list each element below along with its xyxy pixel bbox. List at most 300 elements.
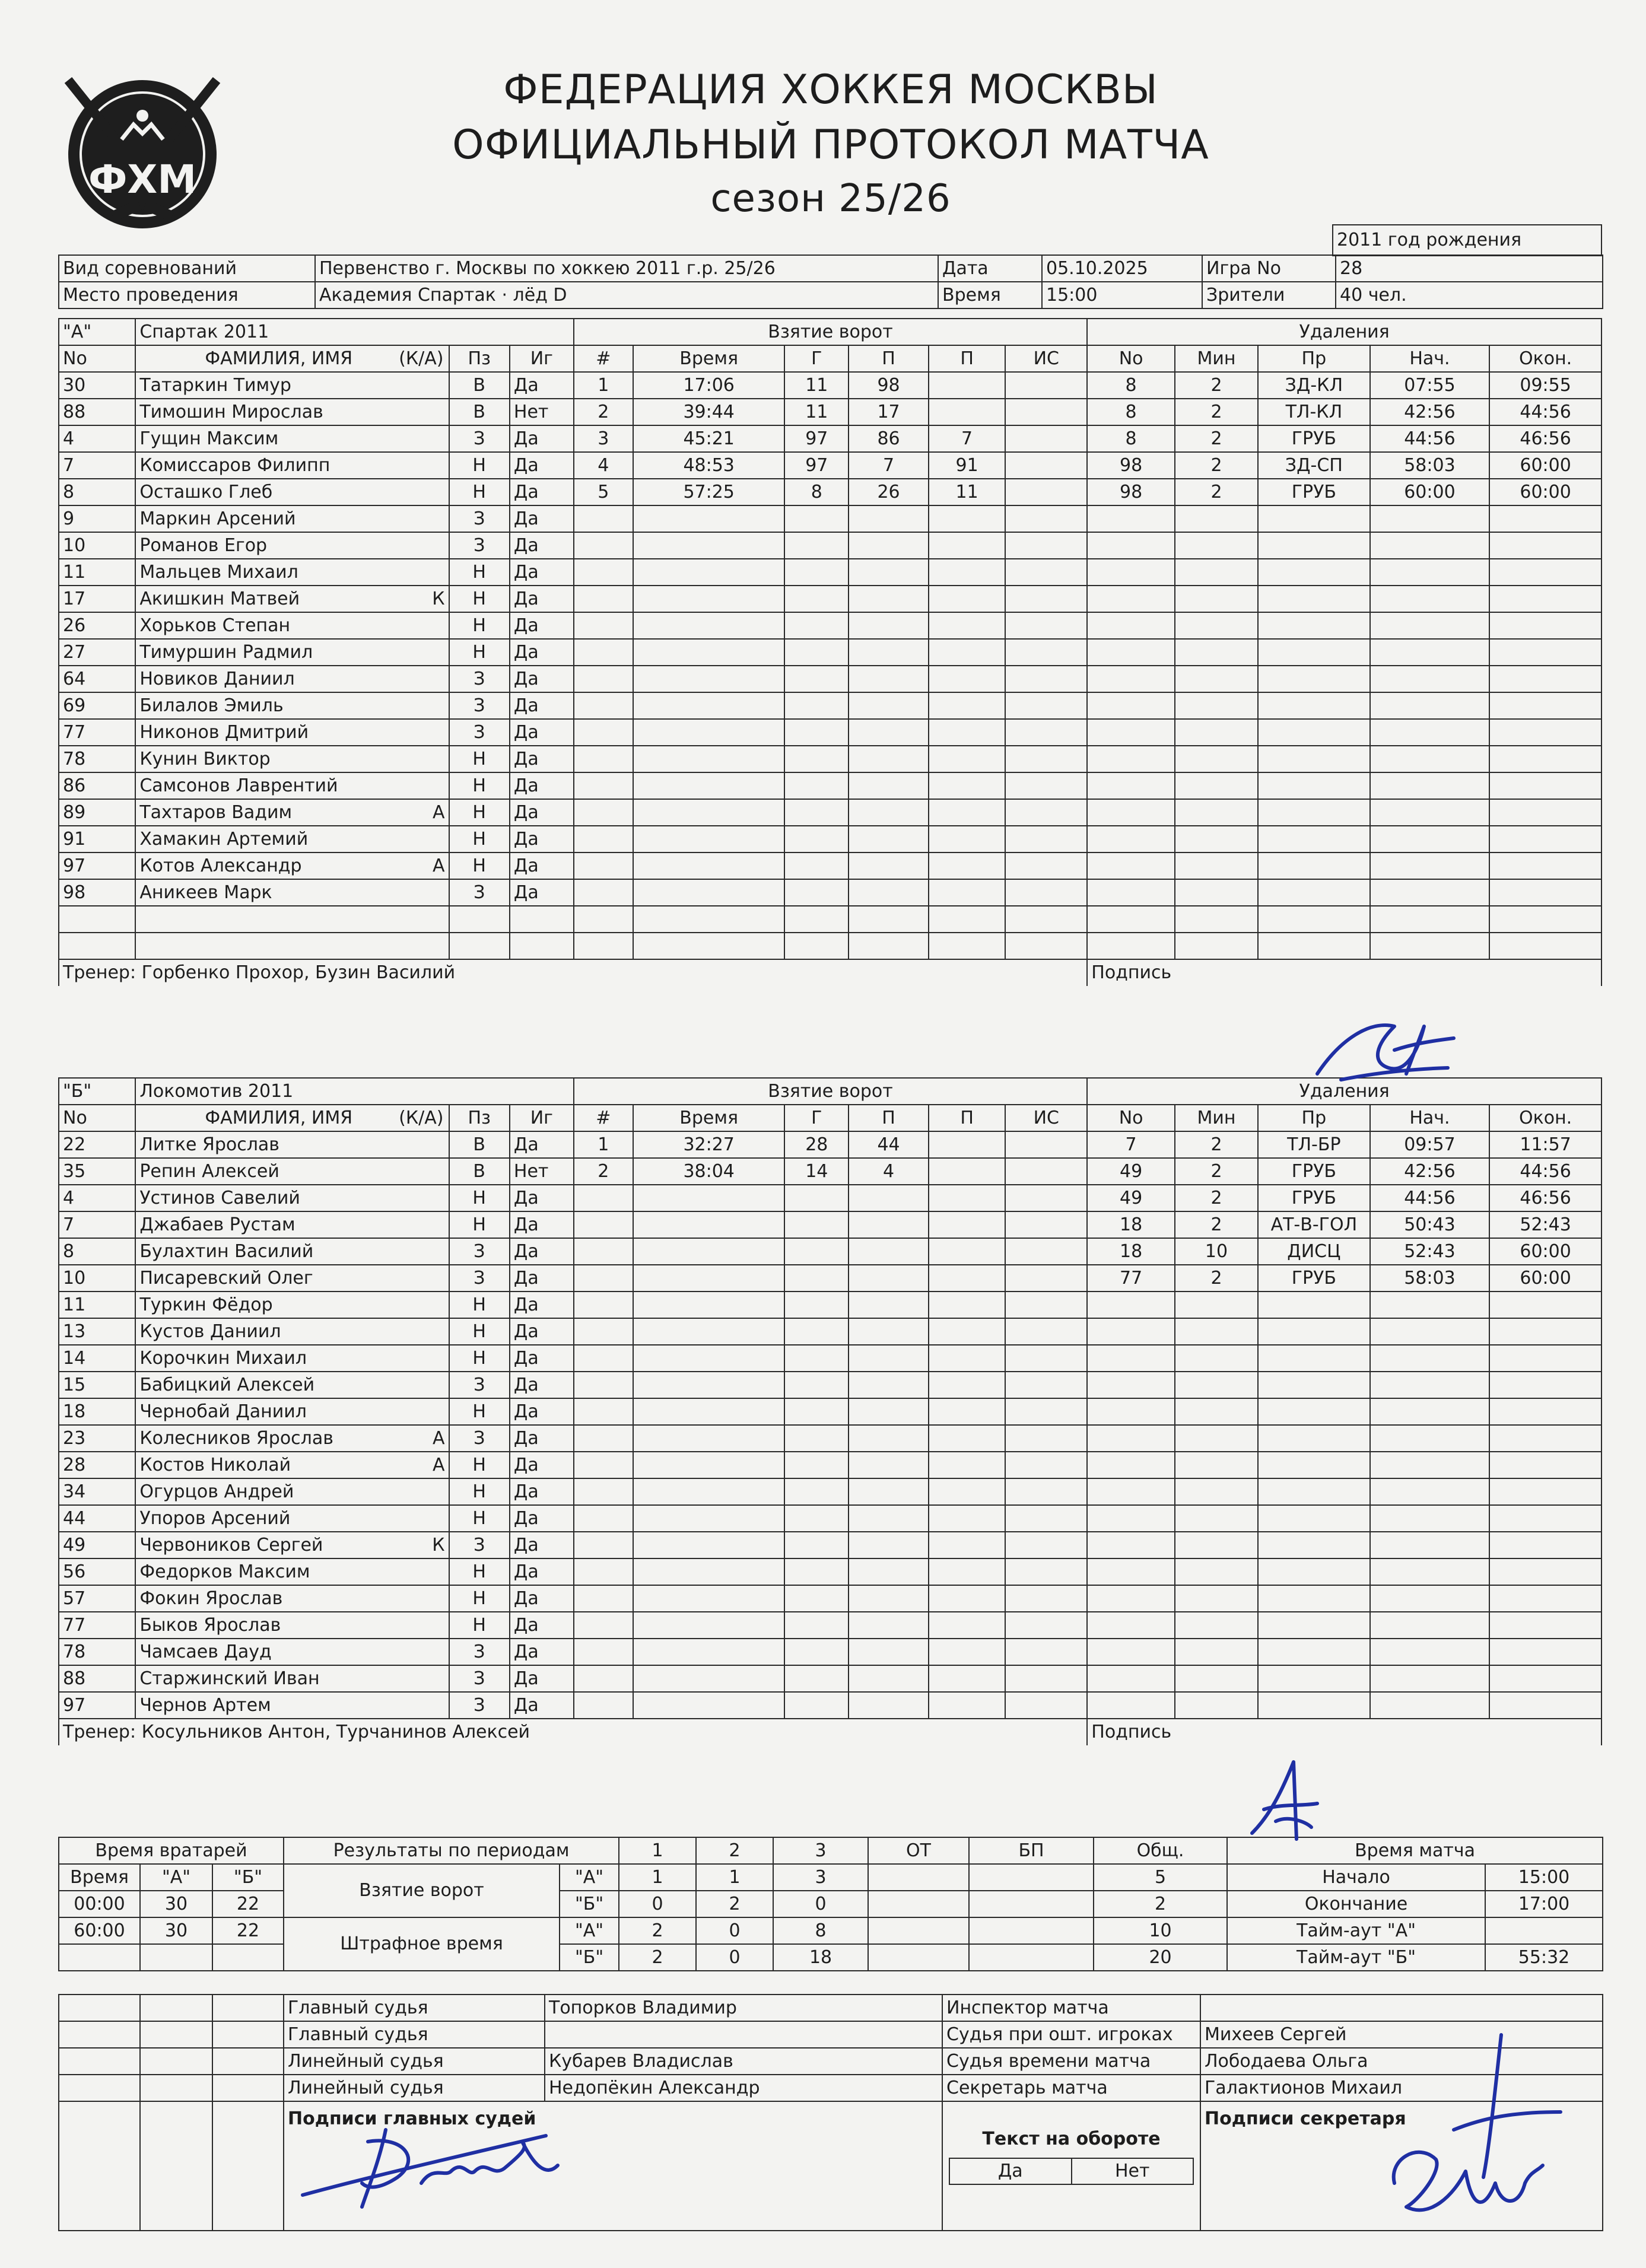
date-label: Дата xyxy=(938,255,1042,282)
goal-number: 5 xyxy=(574,479,633,505)
player-no: 4 xyxy=(59,1185,135,1211)
penalty-end xyxy=(1489,505,1601,532)
penalty-start: 58:03 xyxy=(1370,1265,1490,1292)
player-no: 97 xyxy=(59,1692,135,1719)
goal-assist-2 xyxy=(929,532,1005,559)
player-captaincy xyxy=(379,1585,449,1612)
goal-assist-2 xyxy=(929,853,1005,879)
official-role-2: Судья при ошт. игроках xyxy=(942,2021,1200,2048)
goal-assist-1 xyxy=(849,1532,929,1558)
goal-situation xyxy=(1005,1612,1087,1639)
goal-scorer xyxy=(784,1639,849,1665)
penalty-start xyxy=(1370,1452,1490,1478)
player-captaincy xyxy=(379,666,449,692)
goal-time xyxy=(633,719,784,746)
col-no: No xyxy=(59,1105,135,1131)
penalty-start xyxy=(1370,1665,1490,1692)
penalty-start xyxy=(1370,1372,1490,1398)
goal-number xyxy=(574,906,633,933)
penalty-start xyxy=(1370,612,1490,639)
goal-number xyxy=(574,639,633,666)
player-captaincy xyxy=(379,479,449,505)
goal-number xyxy=(574,1345,633,1372)
goal-time xyxy=(633,1692,784,1719)
goal-situation xyxy=(1005,692,1087,719)
penalty-reason xyxy=(1258,906,1370,933)
goal-time xyxy=(633,692,784,719)
player-name: Устинов Савелий xyxy=(135,1185,379,1211)
player-no: 23 xyxy=(59,1425,135,1452)
goal-number xyxy=(574,933,633,959)
player-captaincy xyxy=(379,692,449,719)
player-position xyxy=(449,906,510,933)
player-plays: Да xyxy=(510,746,574,772)
player-no: 57 xyxy=(59,1585,135,1612)
end-label: Окончание xyxy=(1227,1891,1485,1917)
col-g: Г xyxy=(784,345,849,372)
player-position xyxy=(449,933,510,959)
penalty-end xyxy=(1489,1532,1601,1558)
penalty-player-no xyxy=(1087,719,1175,746)
goal-number xyxy=(574,1452,633,1478)
goal-situation xyxy=(1005,772,1087,799)
penalty-player-no: 49 xyxy=(1087,1185,1175,1211)
goal-scorer xyxy=(784,746,849,772)
player-position: Н xyxy=(449,1612,510,1639)
goal-situation xyxy=(1005,1692,1087,1719)
penalty-reason: ГРУБ xyxy=(1258,1158,1370,1185)
goal-situation xyxy=(1005,452,1087,479)
penalty-reason: ГРУБ xyxy=(1258,1185,1370,1211)
player-name: Огурцов Андрей xyxy=(135,1478,379,1505)
goals-b-total: 2 xyxy=(1094,1891,1227,1917)
goals-a-ot xyxy=(868,1864,969,1891)
team-a-letter: "А" xyxy=(59,319,135,345)
goal-time xyxy=(633,1585,784,1612)
goal-assist-1 xyxy=(849,1345,929,1372)
goal-time: 48:53 xyxy=(633,452,784,479)
goal-time xyxy=(633,1318,784,1345)
col-start: Нач. xyxy=(1370,345,1490,372)
goal-number xyxy=(574,826,633,853)
penalty-start: 52:43 xyxy=(1370,1238,1490,1265)
goal-assist-2 xyxy=(929,1292,1005,1318)
player-position: Н xyxy=(449,1478,510,1505)
col-min: Мин xyxy=(1175,1105,1258,1131)
penalty-reason xyxy=(1258,1398,1370,1425)
penalty-end xyxy=(1489,746,1601,772)
player-position: Н xyxy=(449,559,510,586)
player-no: 78 xyxy=(59,1639,135,1665)
penalty-end xyxy=(1489,933,1601,959)
goal-scorer xyxy=(784,1372,849,1398)
player-name: Червоников Сергей xyxy=(135,1532,379,1558)
fhm-logo-icon xyxy=(56,68,228,240)
penalty-end xyxy=(1489,772,1601,799)
goal-number xyxy=(574,1211,633,1238)
player-plays: Да xyxy=(510,1372,574,1398)
player-plays xyxy=(510,906,574,933)
player-name: Котов Александр xyxy=(135,853,379,879)
penalty-reason xyxy=(1258,1452,1370,1478)
penalty-start xyxy=(1370,1585,1490,1612)
penalties-title: Удаления xyxy=(1087,319,1601,345)
penalty-end xyxy=(1489,1292,1601,1318)
penalty-player-no xyxy=(1087,1398,1175,1425)
player-no: 69 xyxy=(59,692,135,719)
penalty-reason xyxy=(1258,853,1370,879)
penalty-end: 60:00 xyxy=(1489,1238,1601,1265)
penalty-minutes xyxy=(1175,1532,1258,1558)
player-plays: Да xyxy=(510,1665,574,1692)
start-value: 15:00 xyxy=(1485,1864,1603,1891)
official-role-2: Секретарь матча xyxy=(942,2075,1200,2101)
pen-a-ot xyxy=(868,1917,969,1944)
penalty-player-no: 7 xyxy=(1087,1131,1175,1158)
player-name: Писаревский Олег xyxy=(135,1265,379,1292)
goal-scorer xyxy=(784,1478,849,1505)
gk-row-b: 22 xyxy=(212,1891,284,1917)
penalty-reason: ДИСЦ xyxy=(1258,1238,1370,1265)
goal-assist-2 xyxy=(929,826,1005,853)
goal-assist-1: 26 xyxy=(849,479,929,505)
goal-situation xyxy=(1005,1131,1087,1158)
goal-assist-1 xyxy=(849,719,929,746)
player-plays: Да xyxy=(510,1238,574,1265)
player-no: 88 xyxy=(59,399,135,425)
player-name: Кустов Даниил xyxy=(135,1318,379,1345)
penalty-start xyxy=(1370,505,1490,532)
col-is: ИС xyxy=(1005,345,1087,372)
penalty-start: 44:56 xyxy=(1370,1185,1490,1211)
penalty-minutes xyxy=(1175,799,1258,826)
goal-scorer xyxy=(784,879,849,906)
player-name: Мальцев Михаил xyxy=(135,559,379,586)
penalty-end xyxy=(1489,719,1601,746)
goal-assist-1 xyxy=(849,1211,929,1238)
goal-situation xyxy=(1005,586,1087,612)
player-position: Н xyxy=(449,1505,510,1532)
penalty-player-no xyxy=(1087,1318,1175,1345)
goal-time xyxy=(633,1265,784,1292)
goal-assist-2 xyxy=(929,1639,1005,1665)
team-b-sign-label: Подпись xyxy=(1087,1719,1601,1745)
player-no: 35 xyxy=(59,1158,135,1185)
player-plays: Нет xyxy=(510,399,574,425)
col-p1: П xyxy=(849,1105,929,1131)
col-time: Время xyxy=(633,1105,784,1131)
penalty-start: 44:56 xyxy=(1370,425,1490,452)
col-name xyxy=(135,1105,449,1131)
goal-number xyxy=(574,853,633,879)
player-position: З xyxy=(449,505,510,532)
goal-situation xyxy=(1005,879,1087,906)
player-position: З xyxy=(449,1265,510,1292)
svg-text:ФХМ: ФХМ xyxy=(88,157,197,202)
penalty-player-no xyxy=(1087,1345,1175,1372)
goals-title: Взятие ворот xyxy=(574,1078,1088,1105)
goal-assist-2 xyxy=(929,1398,1005,1425)
penalty-end xyxy=(1489,1398,1601,1425)
goal-time xyxy=(633,1532,784,1558)
player-name: Гущин Максим xyxy=(135,425,379,452)
player-no: 34 xyxy=(59,1478,135,1505)
player-plays: Да xyxy=(510,666,574,692)
penalty-minutes xyxy=(1175,1425,1258,1452)
goal-time xyxy=(633,933,784,959)
goal-assist-1 xyxy=(849,1665,929,1692)
goal-time xyxy=(633,772,784,799)
player-plays: Да xyxy=(510,1612,574,1639)
goal-time xyxy=(633,1185,784,1211)
penalty-reason xyxy=(1258,639,1370,666)
goals-b-label: "Б" xyxy=(560,1891,619,1917)
player-no: 86 xyxy=(59,772,135,799)
player-position: З xyxy=(449,1372,510,1398)
penalty-start xyxy=(1370,1639,1490,1665)
blank xyxy=(140,2075,212,2101)
goal-assist-1 xyxy=(849,853,929,879)
player-captaincy xyxy=(379,772,449,799)
player-no xyxy=(59,933,135,959)
player-position: Н xyxy=(449,1558,510,1585)
player-no: 11 xyxy=(59,559,135,586)
goal-assist-2 xyxy=(929,399,1005,425)
goal-assist-2: 91 xyxy=(929,452,1005,479)
col-plays: Иг xyxy=(510,1105,574,1131)
player-plays: Да xyxy=(510,1585,574,1612)
player-plays: Да xyxy=(510,1292,574,1318)
goal-number xyxy=(574,1318,633,1345)
penalty-start xyxy=(1370,692,1490,719)
goal-assist-1 xyxy=(849,1265,929,1292)
goal-number: 2 xyxy=(574,1158,633,1185)
goal-scorer xyxy=(784,1318,849,1345)
penalty-end xyxy=(1489,906,1601,933)
player-name: Хамакин Артемий xyxy=(135,826,379,853)
goal-situation xyxy=(1005,1238,1087,1265)
place-value: Академия Спартак · лёд D xyxy=(315,282,938,308)
goal-assist-2 xyxy=(929,1131,1005,1158)
goal-scorer: 11 xyxy=(784,399,849,425)
player-no: 13 xyxy=(59,1318,135,1345)
player-no: 11 xyxy=(59,1292,135,1318)
penalty-end xyxy=(1489,1612,1601,1639)
team-b-name: Локомотив 2011 xyxy=(135,1078,573,1105)
player-name: Колесников Ярослав xyxy=(135,1425,379,1452)
goals-b-p1: 0 xyxy=(619,1891,696,1917)
goal-scorer xyxy=(784,1292,849,1318)
penalty-start xyxy=(1370,639,1490,666)
player-name: Чамсаев Дауд xyxy=(135,1639,379,1665)
penalty-end xyxy=(1489,1372,1601,1398)
player-plays: Да xyxy=(510,853,574,879)
player-captaincy xyxy=(379,1345,449,1372)
player-plays: Да xyxy=(510,1185,574,1211)
goal-assist-2 xyxy=(929,906,1005,933)
player-captaincy: А xyxy=(379,1425,449,1452)
goal-scorer xyxy=(784,532,849,559)
penalty-reason: ЗД-КЛ xyxy=(1258,372,1370,399)
official-name: Кубарев Владислав xyxy=(545,2048,942,2075)
penalty-player-no xyxy=(1087,906,1175,933)
penalty-end xyxy=(1489,532,1601,559)
player-plays: Да xyxy=(510,879,574,906)
goal-situation xyxy=(1005,372,1087,399)
goal-assist-1 xyxy=(849,879,929,906)
penalties-title: Удаления xyxy=(1087,1078,1601,1105)
player-plays: Да xyxy=(510,452,574,479)
goal-number xyxy=(574,612,633,639)
player-plays: Да xyxy=(510,799,574,826)
penalty-reason: АТ-В-ГОЛ xyxy=(1258,1211,1370,1238)
player-plays: Да xyxy=(510,1452,574,1478)
back-text-no[interactable]: Нет xyxy=(1115,2161,1150,2181)
goal-assist-2 xyxy=(929,1238,1005,1265)
birth-year-box xyxy=(1332,224,1602,256)
goal-situation xyxy=(1005,479,1087,505)
time-value: 15:00 xyxy=(1042,282,1202,308)
player-captaincy xyxy=(379,532,449,559)
goal-situation xyxy=(1005,1505,1087,1532)
penalty-player-no: 98 xyxy=(1087,452,1175,479)
player-name: Комиссаров Филипп xyxy=(135,452,379,479)
goal-assist-2 xyxy=(929,1318,1005,1345)
goal-assist-2 xyxy=(929,586,1005,612)
goal-situation xyxy=(1005,1585,1087,1612)
penalty-reason xyxy=(1258,612,1370,639)
col-end: Окон. xyxy=(1489,345,1601,372)
goal-assist-2 xyxy=(929,1345,1005,1372)
penalty-minutes xyxy=(1175,772,1258,799)
player-no: 56 xyxy=(59,1558,135,1585)
col-g: Г xyxy=(784,1105,849,1131)
player-position: Н xyxy=(449,1345,510,1372)
goal-situation xyxy=(1005,559,1087,586)
goal-assist-1 xyxy=(849,1478,929,1505)
player-position: Н xyxy=(449,452,510,479)
penalty-minutes xyxy=(1175,826,1258,853)
penalty-end: 09:55 xyxy=(1489,372,1601,399)
player-plays: Да xyxy=(510,1558,574,1585)
goal-situation xyxy=(1005,1158,1087,1185)
col-reason: Пр xyxy=(1258,345,1370,372)
penalty-minutes: 2 xyxy=(1175,1211,1258,1238)
pen-a-bp xyxy=(969,1917,1094,1944)
goal-time xyxy=(633,505,784,532)
goal-assist-1: 17 xyxy=(849,399,929,425)
goal-situation xyxy=(1005,1398,1087,1425)
goal-scorer xyxy=(784,1692,849,1719)
goal-assist-1 xyxy=(849,1612,929,1639)
goal-time xyxy=(633,1505,784,1532)
penalty-start xyxy=(1370,559,1490,586)
penalty-start: 58:03 xyxy=(1370,452,1490,479)
goal-number xyxy=(574,1639,633,1665)
penalty-reason xyxy=(1258,1558,1370,1585)
player-no: 22 xyxy=(59,1131,135,1158)
back-text-label: Текст на обороте xyxy=(982,2129,1161,2149)
protocol-title: ОФИЦИАЛЬНЫЙ ПРОТОКОЛ МАТЧА xyxy=(452,122,1209,168)
player-plays: Да xyxy=(510,1318,574,1345)
penalty-start xyxy=(1370,879,1490,906)
goal-time xyxy=(633,1639,784,1665)
penalty-end xyxy=(1489,1558,1601,1585)
penalty-start: 07:55 xyxy=(1370,372,1490,399)
penalty-start xyxy=(1370,853,1490,879)
game-label: Игра No xyxy=(1202,255,1336,282)
goal-assist-2 xyxy=(929,639,1005,666)
player-plays: Да xyxy=(510,1211,574,1238)
period-ot: ОТ xyxy=(868,1837,969,1864)
goal-situation xyxy=(1005,1265,1087,1292)
pen-a-label: "А" xyxy=(560,1917,619,1944)
goal-assist-1 xyxy=(849,933,929,959)
timeout-b-label: Тайм-аут "Б" xyxy=(1227,1944,1485,1971)
penalty-reason xyxy=(1258,826,1370,853)
player-plays: Да xyxy=(510,1505,574,1532)
penalty-end xyxy=(1489,1505,1601,1532)
goal-assist-2 xyxy=(929,1665,1005,1692)
goals-a-p2: 1 xyxy=(696,1864,773,1891)
official-name-2 xyxy=(1200,1995,1603,2021)
player-name: Чернобай Даниил xyxy=(135,1398,379,1425)
player-plays: Да xyxy=(510,1265,574,1292)
penalty-start: 50:43 xyxy=(1370,1211,1490,1238)
comp-value: Первенство г. Москвы по хоккею 2011 г.р. 25/26 xyxy=(315,255,938,282)
penalty-start xyxy=(1370,1505,1490,1532)
penalty-start xyxy=(1370,1318,1490,1345)
goal-assist-2: 11 xyxy=(929,479,1005,505)
player-no: 7 xyxy=(59,452,135,479)
birth-year: 2011 год рождения xyxy=(1333,225,1601,256)
penalty-reason xyxy=(1258,1665,1370,1692)
official-name: Недопёкин Александр xyxy=(545,2075,942,2101)
goal-assist-1 xyxy=(849,1558,929,1585)
goal-assist-2 xyxy=(929,1532,1005,1558)
goal-situation xyxy=(1005,1665,1087,1692)
game-value: 28 xyxy=(1336,255,1603,282)
back-text-yes[interactable]: Да xyxy=(950,2159,1072,2184)
blank xyxy=(212,1995,284,2021)
player-plays: Да xyxy=(510,772,574,799)
penalty-player-no xyxy=(1087,1292,1175,1318)
player-position: Н xyxy=(449,1585,510,1612)
start-label: Начало xyxy=(1227,1864,1485,1891)
col-min: Мин xyxy=(1175,345,1258,372)
goal-scorer xyxy=(784,612,849,639)
player-plays: Да xyxy=(510,826,574,853)
penalty-reason xyxy=(1258,692,1370,719)
penalty-reason xyxy=(1258,1425,1370,1452)
player-captaincy xyxy=(379,906,449,933)
player-position: В xyxy=(449,399,510,425)
penalty-minutes: 2 xyxy=(1175,1131,1258,1158)
official-role: Главный судья xyxy=(284,1995,545,2021)
player-position: З xyxy=(449,1692,510,1719)
col-reason: Пр xyxy=(1258,1105,1370,1131)
goal-scorer xyxy=(784,853,849,879)
player-plays: Да xyxy=(510,1478,574,1505)
goal-situation xyxy=(1005,719,1087,746)
goal-time xyxy=(633,1665,784,1692)
penalty-reason xyxy=(1258,1372,1370,1398)
player-captaincy xyxy=(379,1478,449,1505)
goal-scorer: 28 xyxy=(784,1131,849,1158)
gk-row-a: 30 xyxy=(140,1891,212,1917)
penalty-reason: ГРУБ xyxy=(1258,1265,1370,1292)
col-time: Время xyxy=(633,345,784,372)
